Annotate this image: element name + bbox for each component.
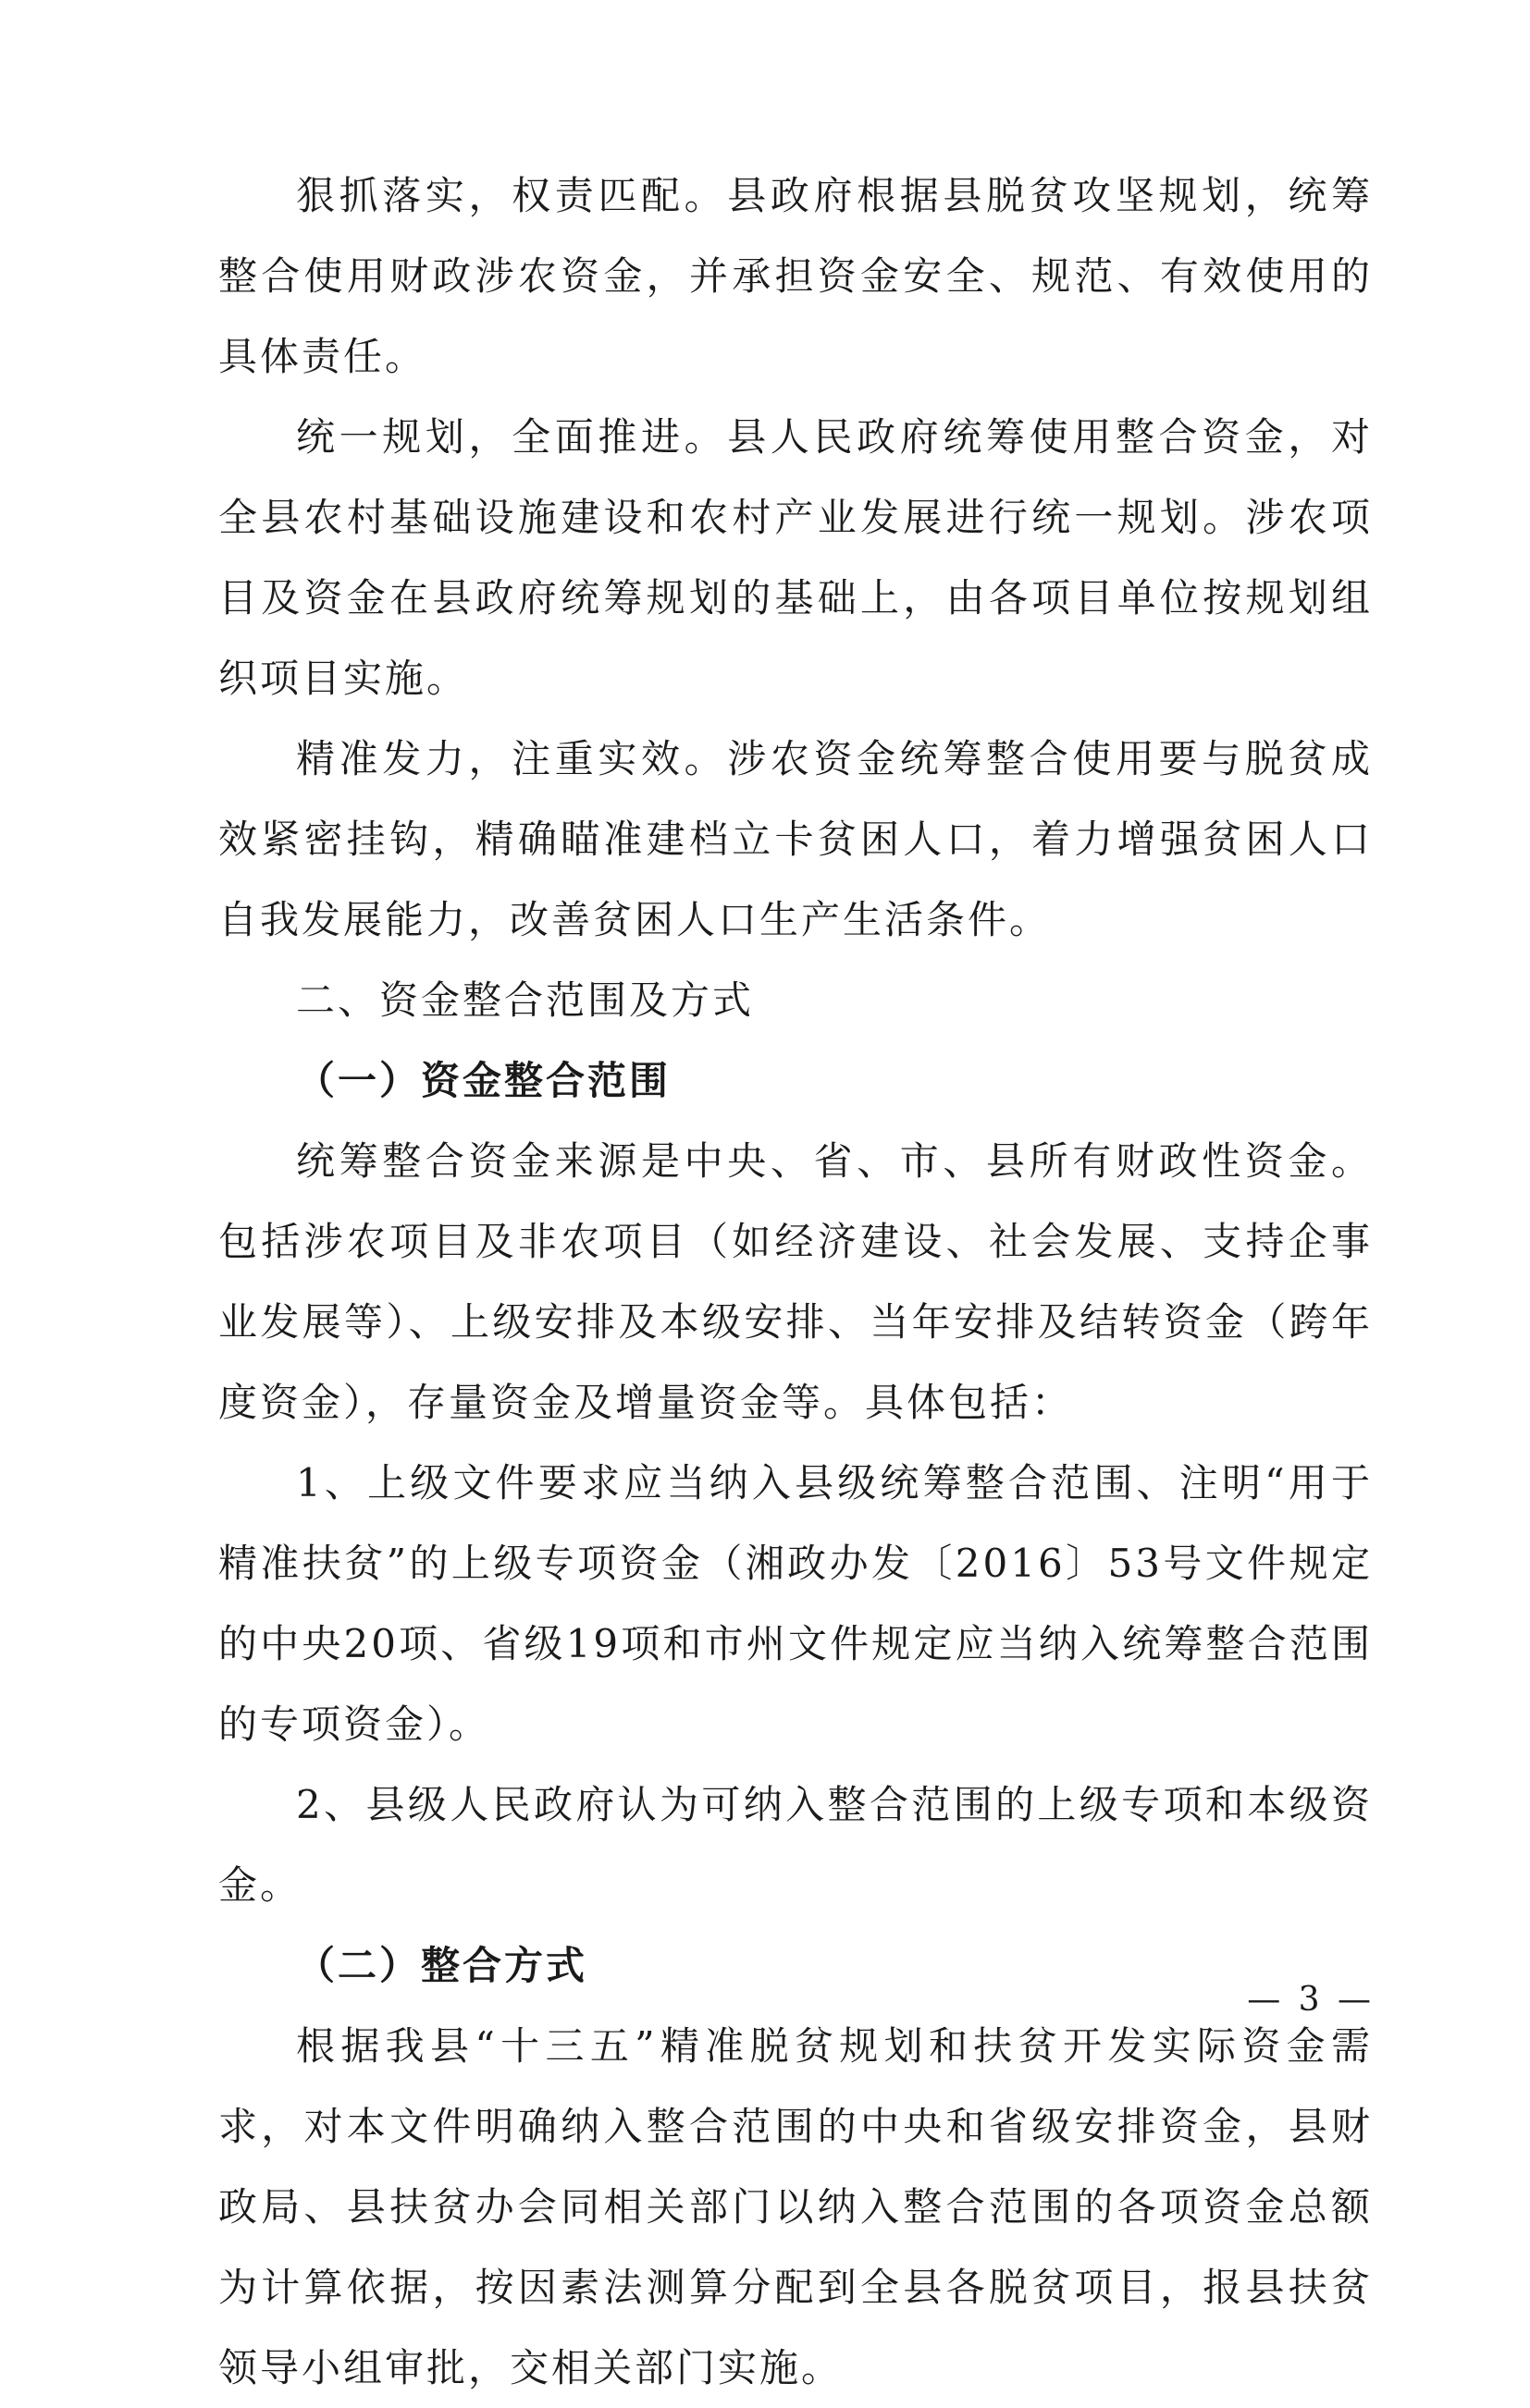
- page-number: — 3 —: [1247, 1981, 1375, 2019]
- paragraph-integration-method: 根据我县“十三五”精准脱贫规划和扶贫开发实际资金需求，对本文件明确纳入整合范围的中央和省级安排资金，县财政局、县扶贫办会同相关部门以纳入整合范围的各项资金总额为计算依据，按因素法测算分配到全县各脱贫项目，报县扶贫领导小组审批，交相关部门实施。: [218, 2023, 1373, 2390]
- paragraph-item-2: 2、县级人民政府认为可纳入整合范围的上级专项和本级资金。: [218, 1782, 1373, 1908]
- section-heading-scope-and-method: 二、资金整合范围及方式: [296, 977, 755, 1023]
- subsection-heading-scope: （一）资金整合范围: [296, 1058, 672, 1103]
- paragraph-item-1: 1、上级文件要求应当纳入县级统筹整合范围、注明“用于精准扶贫”的上级专项资金（湘政办发〔2016〕53号文件规定的中央20项、省级19项和市州文件规定应当纳入统筹整合范围的专项资金）。: [218, 1460, 1373, 1747]
- paragraph-principle-precision: 精准发力，注重实效。涉农资金统筹整合使用要与脱贫成效紧密挂钩，精确瞄准建档立卡贫困人口，着力增强贫困人口自我发展能力，改善贫困人口生产生活条件。: [218, 736, 1373, 942]
- paragraph-principle-implementation: 狠抓落实，权责匹配。县政府根据县脱贫攻坚规划，统筹整合使用财政涉农资金，并承担资金安全、规范、有效使用的具体责任。: [218, 173, 1373, 379]
- paragraph-fund-sources: 统筹整合资金来源是中央、省、市、县所有财政性资金。包括涉农项目及非农项目（如经济建设、社会发展、支持企事业发展等）、上级安排及本级安排、当年安排及结转资金（跨年度资金），存量资金及增量资金等。具体包括：: [218, 1138, 1373, 1425]
- document-body: [218, 155, 1373, 2408]
- subsection-heading-method: （二）整合方式: [296, 1943, 588, 1988]
- paragraph-principle-planning: 统一规划，全面推进。县人民政府统筹使用整合资金，对全县农村基础设施建设和农村产业发展进行统一规划。涉农项目及资金在县政府统筹规划的基础上，由各项目单位按规划组织项目实施。: [218, 414, 1373, 701]
